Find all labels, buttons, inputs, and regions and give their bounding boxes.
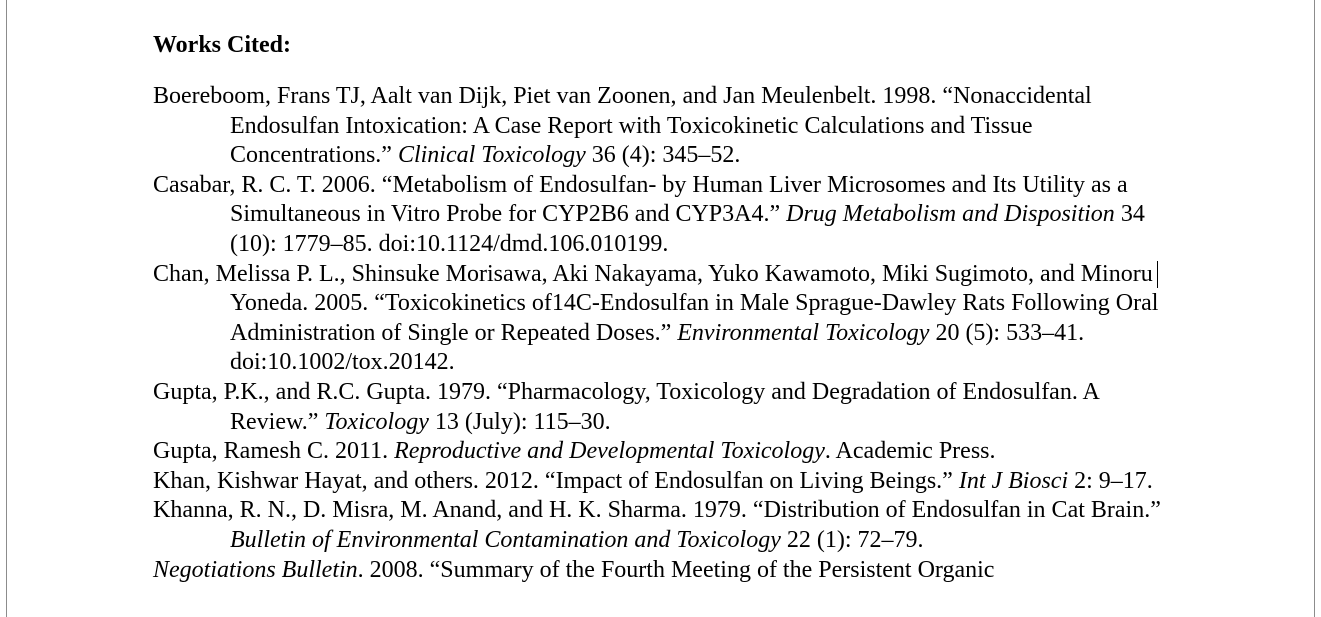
citation-source-title: Environmental Toxicology (677, 319, 930, 346)
citation-details: 2: 9–17. (1068, 467, 1153, 494)
citation-entry (153, 437, 1163, 467)
document-body[interactable] (153, 30, 1163, 585)
citation-text: Chan, Melissa P. L., Shinsuke Morisawa, Aki Nakayama, Yuko Kawamoto, Miki Sugimoto, and Minoru Yoneda. 2005. “Toxicokinetics of14C-Endosulfan in Male Sprague-Dawley Rats Following Oral Administration of Single or Repeated Doses.” (153, 260, 1159, 346)
citation-details: 13 (July): 115–30. (428, 408, 611, 435)
citation-source-title: Negotiations Bulletin (153, 556, 358, 583)
citation-details: 36 (4): 345–52. (585, 142, 741, 169)
citation-entry (153, 556, 1163, 586)
citation-source-title: Reproductive and Developmental Toxicology (394, 438, 825, 465)
citation-text: Khanna, R. N., D. Misra, M. Anand, and H. K. Sharma. 1979. “Distribution of Endosulfan in Cat Brain.” (153, 497, 1161, 524)
citation-source-title: Toxicology (324, 408, 429, 435)
citation-entry (153, 467, 1163, 497)
citation-text: Casabar, R. C. T. 2006. “Metabolism of Endosulfan- by Human Liver Microsomes and Its Utility as a Simultaneous in Vitro Probe for CYP2B6 and CYP3A4.” (153, 171, 1128, 228)
citation-details: 34 (10): 1779–85. doi:10.1124/dmd.106.010199. (230, 201, 1145, 257)
citation-details: 22 (1): 72–79. (780, 526, 924, 553)
works-cited-heading: Works Cited: (153, 32, 291, 58)
citation-entry (153, 496, 1163, 555)
citation-source-title: Int J Biosci (958, 467, 1069, 494)
citation-text: Gupta, Ramesh C. 2011. (153, 438, 395, 465)
citation-details: . Academic Press. (824, 438, 996, 465)
citation-source-title: Bulletin of Environmental Contamination and Toxicology (230, 526, 781, 553)
citation-entry (153, 171, 1163, 260)
citation-text: Boereboom, Frans TJ, Aalt van Dijk, Piet van Zoonen, and Jan Meulenbelt. 1998. “Nonaccidental Endosulfan Intoxication: A Case Report with Toxicokinetic Calculations and Tissue Concentrations.” (153, 83, 1092, 169)
citation-details: 20 (5): 533–41. doi:10.1002/tox.20142. (230, 319, 1085, 376)
text-cursor (1157, 261, 1158, 288)
citation-details: . 2008. “Summary of the Fourth Meeting of the Persistent Organic (357, 556, 995, 583)
citation-entry (153, 378, 1163, 437)
citation-text: Gupta, P.K., and R.C. Gupta. 1979. “Pharmacology, Toxicology and Degradation of Endosulfan. A Review.” (153, 378, 1099, 435)
citation-source-title: Clinical Toxicology (397, 142, 586, 169)
citation-entry (153, 260, 1163, 378)
citation-text: Khan, Kishwar Hayat, and others. 2012. “Impact of Endosulfan on Living Beings.” (153, 467, 959, 494)
citation-entry (153, 82, 1163, 171)
citation-source-title: Drug Metabolism and Disposition (786, 201, 1115, 228)
